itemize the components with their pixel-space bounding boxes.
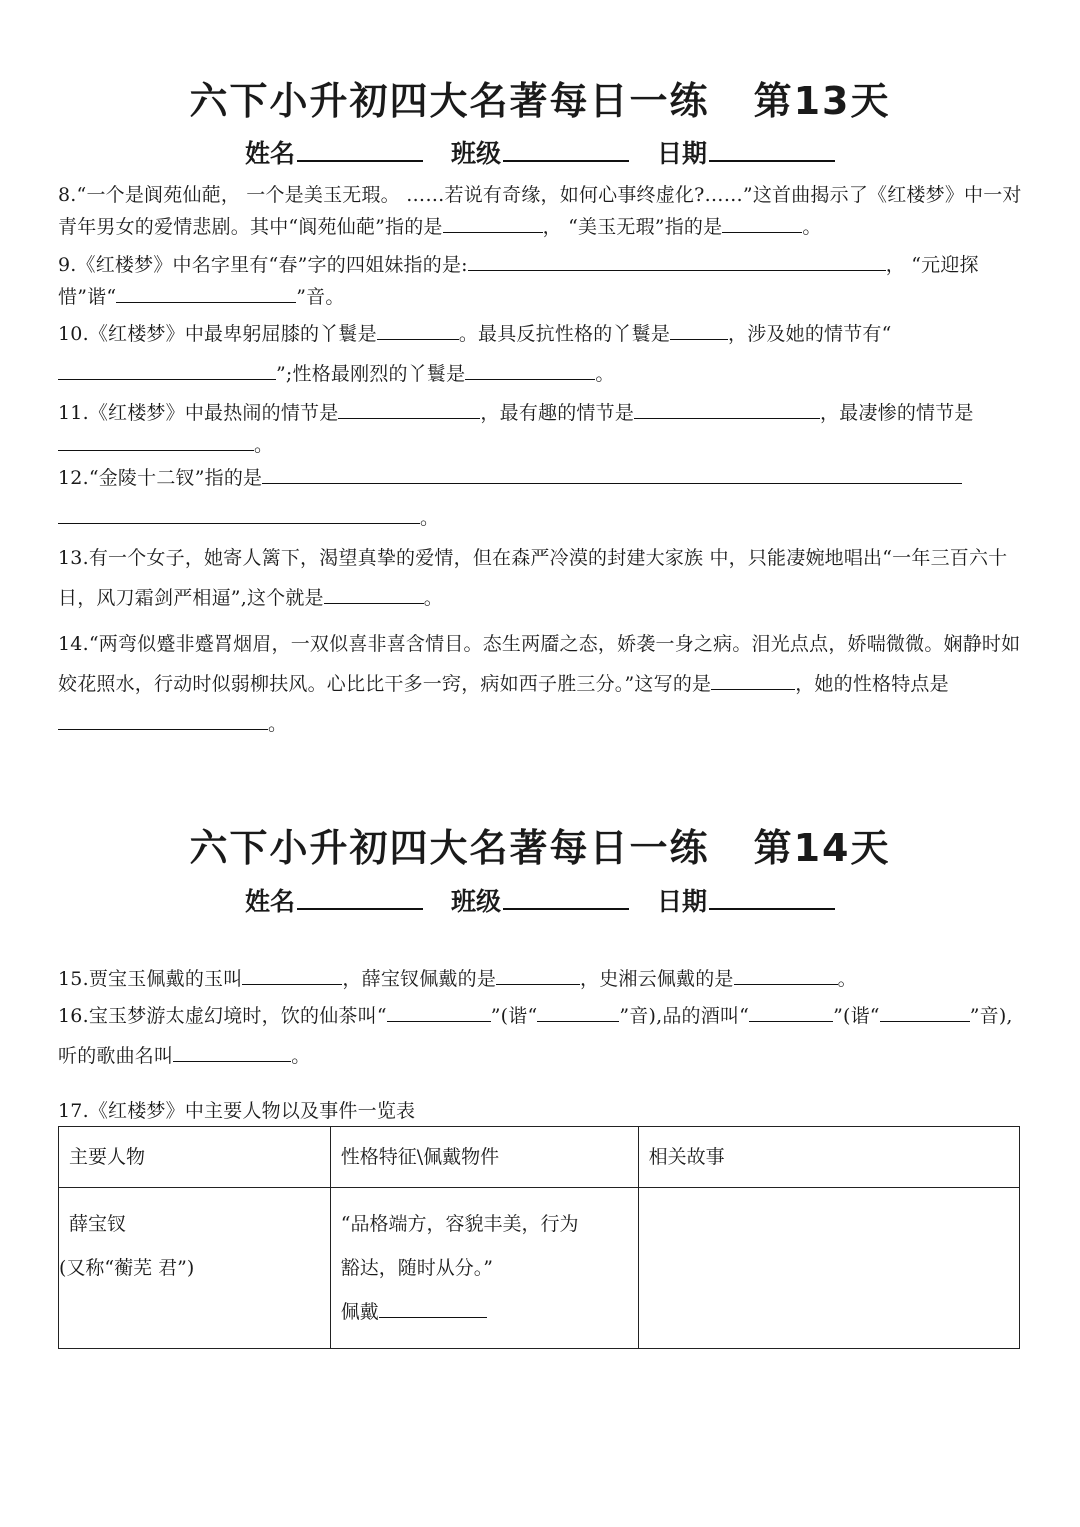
q16-text-3: ”音),品的酒叫“	[619, 1005, 750, 1027]
day13-class-label: 班级	[450, 139, 501, 168]
q11-blank-1[interactable]	[338, 396, 480, 419]
cell-traits	[330, 1188, 638, 1349]
character-name: 薛宝钗	[69, 1213, 127, 1235]
q10-text-3: ，涉及她的情节有“	[728, 323, 892, 345]
q15-text-1: 15.贾宝玉佩戴的玉叫	[58, 968, 243, 990]
q11-blank-2[interactable]	[634, 396, 820, 419]
day14-day-label: 第14天	[753, 826, 891, 870]
question-12	[58, 458, 1028, 538]
q8-blank-1[interactable]	[443, 210, 543, 233]
character-alias: (又称“蘅芜 君”)	[59, 1257, 195, 1279]
q16-blank-4[interactable]	[880, 999, 970, 1022]
q16-blank-5[interactable]	[173, 1039, 291, 1062]
q15-text-3: ，史湘云佩戴的是	[580, 968, 734, 990]
table-row	[59, 1188, 1020, 1349]
q16-text-1: 16.宝玉梦游太虚幻境时，饮的仙茶叫“	[58, 1005, 387, 1027]
day13-date-blank[interactable]	[709, 136, 835, 162]
q10-text-5: 。	[595, 363, 615, 385]
q16-text-2: ”(谐“	[490, 1005, 538, 1027]
day13-name-field	[245, 134, 423, 170]
day13-title	[0, 70, 1080, 125]
q13-text-2: 。	[423, 587, 443, 609]
day13-title-text: 六下小升初四大名著每日一练	[189, 79, 710, 123]
q10-text-1: 10.《红楼梦》中最卑躬屈膝的丫鬟是	[58, 323, 377, 345]
q15-blank-2[interactable]	[496, 962, 580, 985]
q13-text-1: 13.有一个女子，她寄人篱下，渴望真挚的爱情，但在森严冷漠的封建大家族 中，只能凄婉地唱出“一年三百六十日，风刀霜剑严相逼”,这个就是	[58, 547, 1008, 609]
q12-blank-1[interactable]	[262, 461, 962, 484]
q14-blank-1[interactable]	[711, 667, 795, 690]
q12-blank-2[interactable]	[58, 501, 420, 524]
day14-class-blank[interactable]	[503, 884, 629, 910]
day14-title-text: 六下小升初四大名著每日一练	[189, 826, 710, 870]
q16-blank-1[interactable]	[387, 999, 491, 1022]
q9-blank-2[interactable]	[116, 280, 296, 303]
q8-blank-2[interactable]	[722, 210, 802, 233]
q12-text-1: 12.“金陵十二钗”指的是	[58, 467, 263, 489]
day13-class-field	[451, 134, 629, 170]
table-header-row	[59, 1127, 1020, 1188]
day13-name-blank[interactable]	[297, 136, 423, 162]
day13-info-row	[0, 134, 1080, 170]
q10-blank-3[interactable]	[58, 357, 276, 380]
question-17-title: 17.《红楼梦》中主要人物以及事件一览表	[58, 1100, 416, 1122]
q14-text-3: 。	[268, 713, 288, 735]
day14-class-label: 班级	[450, 887, 501, 916]
day14-name-field	[245, 882, 423, 918]
day14-date-field	[657, 882, 835, 918]
q14-blank-2[interactable]	[58, 707, 268, 730]
q16-text-5: ”音),听的歌曲名叫	[58, 1005, 1013, 1067]
q10-blank-2[interactable]	[670, 317, 728, 340]
q12-text-2: 。	[420, 507, 440, 529]
question-16	[58, 996, 1028, 1076]
question-15	[58, 962, 1028, 994]
day14-title	[0, 817, 1080, 872]
trait-line-3	[341, 1290, 628, 1334]
cell-stories[interactable]	[638, 1188, 1019, 1349]
q8-text-3: 。	[802, 216, 822, 238]
day14-name-blank[interactable]	[297, 884, 423, 910]
day13-date-field	[657, 134, 835, 170]
cell-character	[59, 1188, 331, 1349]
q13-blank-1[interactable]	[324, 581, 424, 604]
q8-text-1: 8.“一个是阆苑仙葩， 一个是美玉无瑕。 ……若说有奇缘，如何心事终虚化?……”这首曲揭示了《红楼梦》中一对青年男女的爱情悲剧。其中“阆苑仙葩”指的是	[58, 184, 1022, 238]
q15-blank-3[interactable]	[734, 962, 838, 985]
trait-wear-blank[interactable]	[379, 1295, 487, 1318]
q9-blank-1[interactable]	[468, 248, 886, 271]
q15-blank-1[interactable]	[242, 962, 342, 985]
question-8	[58, 180, 1028, 242]
day14-date-blank[interactable]	[709, 884, 835, 910]
trait-line-1: “品格端方，容貌丰美，行为	[340, 1213, 579, 1235]
question-13	[58, 538, 1028, 618]
question-9	[58, 248, 1028, 312]
table-header-traits: 性格特征\佩戴物件	[330, 1127, 638, 1188]
q15-text-4: 。	[837, 968, 857, 990]
trait-line-2: 豁达，随时从分。”	[340, 1257, 493, 1279]
table-header-character: 主要人物	[59, 1127, 331, 1188]
q14-text-2: ，她的性格特点是	[795, 673, 949, 695]
q9-text-3: ”音。	[296, 286, 345, 308]
day13-name-label: 姓名	[244, 139, 295, 168]
q14-text-1: 14.“两弯似蹙非蹙罥烟眉，一双似喜非喜含情目。态生两靥之态，娇袭一身之病。泪光点点，娇喘微微。娴静时如姣花照水，行动时似弱柳扶风。心比比干多一窍，病如西子胜三分。”这写的是	[58, 633, 1021, 695]
q16-text-4: ”(谐“	[833, 1005, 880, 1027]
q9-text-2: ， “元迎探惜”谐“	[58, 254, 979, 308]
q9-text-1: 9.《红楼梦》中名字里有“春”字的四姐妹指的是:	[58, 254, 468, 276]
q11-text-2: ，最有趣的情节是	[480, 402, 635, 424]
day13-day-label: 第13天	[753, 79, 891, 123]
q8-text-2: ， “美玉无瑕”指的是	[542, 216, 723, 238]
character-summary-table	[58, 1126, 1020, 1349]
q11-text-4: 。	[254, 434, 274, 456]
q16-blank-2[interactable]	[537, 999, 619, 1022]
q10-blank-1[interactable]	[377, 317, 459, 340]
day14-info-row	[0, 882, 1080, 918]
trait-wear-label: 佩戴	[340, 1301, 379, 1323]
q15-text-2: ，薛宝钗佩戴的是	[342, 968, 497, 990]
day14-name-label: 姓名	[244, 887, 295, 916]
day13-date-label: 日期	[657, 139, 708, 168]
question-14	[58, 624, 1028, 744]
day13-class-blank[interactable]	[503, 136, 629, 162]
question-10	[58, 314, 1028, 394]
day14-date-label: 日期	[657, 887, 708, 916]
q16-text-6: 。	[291, 1045, 311, 1067]
q11-blank-3[interactable]	[58, 428, 254, 451]
q11-text-3: ，最凄惨的情节是	[820, 402, 974, 424]
q10-blank-4[interactable]	[465, 357, 595, 380]
q16-blank-3[interactable]	[749, 999, 833, 1022]
question-11	[58, 396, 1028, 460]
day14-class-field	[451, 882, 629, 918]
q10-text-4: ”;性格最刚烈的丫鬟是	[276, 363, 466, 385]
table-header-stories: 相关故事	[638, 1127, 1019, 1188]
q10-text-2: 。最具反抗性格的丫鬟是	[458, 323, 671, 345]
q11-text-1: 11.《红楼梦》中最热闹的情节是	[58, 402, 339, 424]
